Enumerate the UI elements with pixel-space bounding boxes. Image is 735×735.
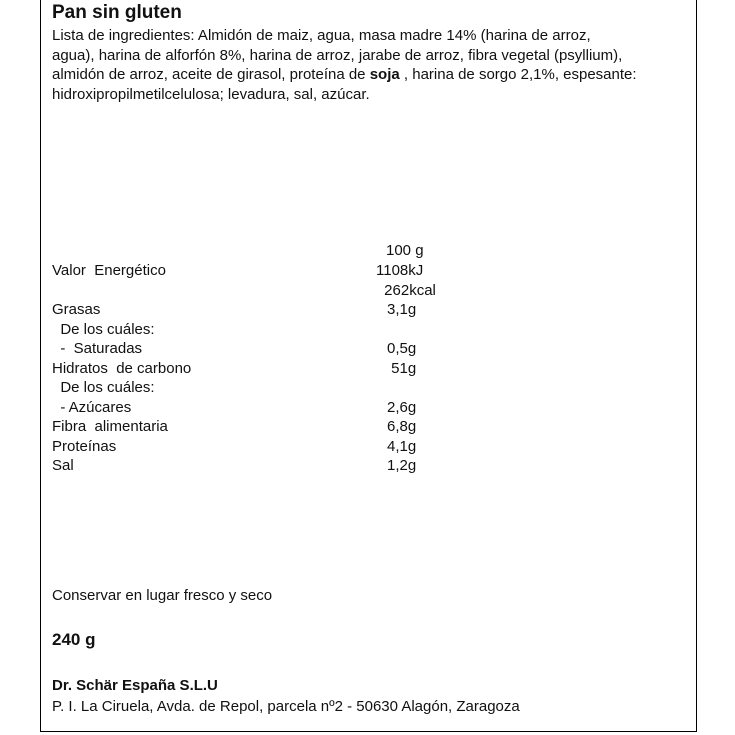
net-weight: 240 g bbox=[52, 630, 96, 649]
ingredients-list bbox=[52, 26, 637, 104]
nutrition-row-value: 51g bbox=[387, 360, 417, 377]
nutrition-row-label: Grasas bbox=[52, 301, 101, 318]
nutrition-row-value: 2,6g bbox=[387, 399, 417, 416]
nutrition-row-label: De los cuáles: bbox=[52, 321, 155, 338]
nutrition-row-label: - Azúcares bbox=[52, 399, 132, 416]
nutrition-per-label: 100 g bbox=[386, 242, 424, 259]
nutrition-row-label: Hidratos de carbono bbox=[52, 360, 192, 377]
nutrition-row-label: De los cuáles: bbox=[52, 379, 155, 396]
nutrition-row-label: - Saturadas bbox=[52, 340, 143, 357]
nutrition-row-value: 4,1g bbox=[387, 438, 417, 455]
nutrition-row-value: 3,1g bbox=[387, 301, 417, 318]
allergen-soja: soja bbox=[369, 66, 400, 83]
nutrition-row-label: Valor Energético bbox=[52, 262, 166, 279]
storage-instructions: Conservar en lugar fresco y seco bbox=[52, 587, 273, 604]
ingredients-text: Lista de ingredientes: Almidón de maiz, agua, masa madre 14% (harina de arroz, agua), harina de alforfón 8%, harina de arroz, jarabe de arroz, fibra vegetal (psyllium), almidón de arroz, aceite de girasol, proteína de bbox=[52, 27, 623, 83]
manufacturer-name: Dr. Schär España S.L.U bbox=[52, 677, 218, 694]
ingredients-text-end: , harina de sorgo 2,1%, espesante: hidroxipropilmetilcelulosa; levadura, sal, azúcar. bbox=[52, 66, 637, 103]
nutrition-row-value: 262kcal bbox=[380, 282, 436, 299]
product-title: Pan sin gluten bbox=[52, 2, 182, 23]
nutrition-row-value: 1108kJ bbox=[376, 262, 424, 279]
nutrition-row-label: Fibra alimentaria bbox=[52, 418, 168, 435]
nutrition-row-value: 1,2g bbox=[387, 457, 417, 474]
nutrition-row-value: 6,8g bbox=[387, 418, 417, 435]
manufacturer-address: P. I. La Ciruela, Avda. de Repol, parcela nº2 - 50630 Alagón, Zaragoza bbox=[52, 698, 520, 715]
nutrition-row-value: 0,5g bbox=[387, 340, 417, 357]
nutrition-row-label: Proteínas bbox=[52, 438, 117, 455]
nutrition-row-label: Sal bbox=[52, 457, 74, 474]
